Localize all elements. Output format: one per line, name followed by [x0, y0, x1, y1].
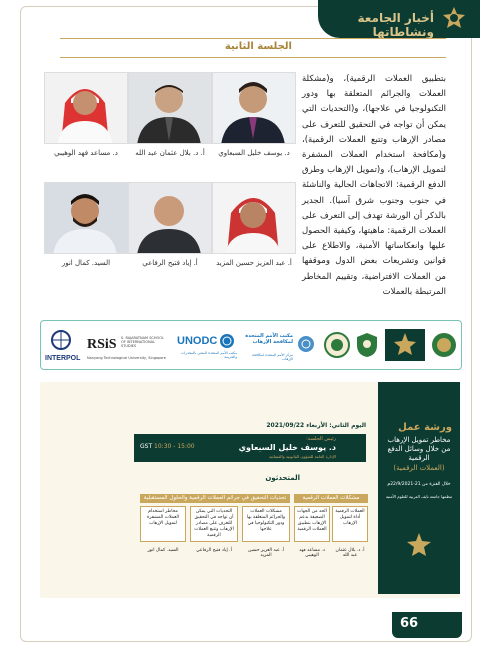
- un-ct-emblem-icon: [297, 335, 315, 353]
- speaker-name: أ. عبد العزيز حسين المزيد: [248, 548, 284, 558]
- time-zone: GST: [140, 443, 153, 450]
- workshop-subtitle-2: (العملات الرقمية): [393, 464, 445, 472]
- chair-name: د. يوسف خليل السبعاوي: [238, 443, 336, 452]
- page-number: 66: [400, 616, 419, 631]
- workshop-dates: خلال الفترة من 21-22/9/2021م: [387, 482, 451, 487]
- interpol-logo-icon: [47, 329, 75, 355]
- article-body: بتطبيق العملات الرقمية)، و(مشكلة العملات والجرائم المتعلقة بها ودور التكنولوجيا في علاجها)، و(التحديات التي يمكن أن تواجه في التحقيق للتعرف على مصادر الإرهاب وتتبع العملات الرقمية)، و(مكافحة استخدام العملات المشفرة لتمويل الإرهاب)، و(تمويل الإرهاب وطرق الدفع الرقمية: الاتجاهات الحالية والناشئة في جنوب وجنوب شرق آسيا). الجدير بالذكر أن الورشة تهدف إلى التعرف على العملات الرقمية: ماهيتها، وكيفية الحصول عليها وانعكاساتها الأمنية، والاطلاع على قوانين وتشريعات بعض الدول وموقفها من العملات الافتراضية، وتقييم المخاطر المرتبطة بالعملات: [302, 74, 446, 297]
- rsis-subtitle: S. RAJARATNAM SCHOOL OF INTERNATIONAL STUDIES: [121, 336, 164, 348]
- un-counter-terrorism-label: مكتب الأمم المتحدة لمكافحة الإرهاب: [245, 333, 293, 345]
- speaker-name: أ. د. بلال عثمان عبد الله: [335, 548, 365, 558]
- page-header: [318, 0, 480, 38]
- topic-card: مشكلات العملات والجرائم المتعلقة بها ودور التكنولوجيا في علاجها: [242, 506, 290, 542]
- speaker-caption: أ. عبد العزيز حسين المزيد: [216, 259, 292, 267]
- university-emblem-icon: [406, 532, 432, 558]
- arab-league-logo-icon: [431, 331, 457, 359]
- speakers-heading: المتحدثون: [265, 474, 300, 482]
- time-range: 10:30 - 15:00: [154, 443, 195, 450]
- speaker-caption: د. يوسف خليل السبعاوي: [218, 149, 290, 157]
- speaker-photo: [128, 72, 212, 144]
- un-emblem-icon: [219, 333, 235, 349]
- unodc-arabic: مكتب الأمم المتحدة المعني بالمخدرات والجريمة: [181, 351, 237, 359]
- university-emblem-icon: [442, 6, 466, 30]
- section-banner: [60, 38, 446, 58]
- speaker-photo: [212, 182, 296, 254]
- rsis-subtitle-2: Nanyang Technological University, Singapore: [87, 356, 166, 360]
- speaker-name: أ. إياد فتيح الرفاعي: [196, 548, 232, 553]
- workshop-subtitle: مخاطر تمويل الإرهاب من خلال وسائل الدفع الرقمية: [387, 436, 451, 462]
- speaker-caption: د. مساعد فهد الوهيبي: [54, 149, 118, 157]
- emblem-shield-icon: [355, 331, 379, 359]
- emblem-seal-icon: [323, 331, 351, 359]
- session-day: اليوم الثاني: الأربعاء 2021/09/22: [266, 422, 366, 429]
- un-counter-terrorism-sub: مركز الأمم المتحدة لمكافحة الإرهاب: [252, 353, 293, 361]
- chair-banner: [134, 434, 366, 462]
- page-number-tab: [392, 612, 462, 638]
- interpol-label: INTERPOL: [45, 355, 81, 362]
- speaker-caption: السيد. كمال انور: [61, 259, 111, 267]
- workshop-organizer: تنظمها جامعة نايف العربية للعلوم الأمنية: [385, 494, 453, 499]
- chair-label: رئيس الجلسة:: [306, 436, 336, 442]
- speaker-photo: [128, 182, 212, 254]
- partner-logos-bar: [40, 320, 462, 370]
- speaker-photo: [44, 182, 128, 254]
- workshop-panel: [378, 382, 460, 594]
- header-title: أخبار الجامعة ونشاطاتها: [357, 11, 434, 39]
- workshop-title: ورشة عمل: [398, 422, 452, 433]
- chair-organization: الإدارة العامة للشؤون القانونية والقضائية: [269, 454, 336, 459]
- speaker-name: السيد. كمال انور: [147, 548, 179, 553]
- section-title: الجلسة الثانية: [224, 41, 292, 52]
- left-box-title: تحديات التحقيق في جرائم العملات الرقمية والحلول المستقبلية: [140, 494, 290, 503]
- rsis-logo: RSiS: [87, 337, 117, 352]
- session-programme-card: [40, 382, 460, 598]
- topic-card: مخاطر استخدام العملات المشفرة لتمويل الإرهاب: [140, 506, 186, 542]
- speaker-photo-grid: [44, 72, 296, 292]
- speaker-photo: [44, 72, 128, 144]
- topic-card: الحد من الجهات الضعيفة بدعم الإرهاب بتطبيق العملات الرقمية: [294, 506, 330, 542]
- speaker-photo: [212, 72, 296, 144]
- unodc-logo: UNODC: [177, 335, 218, 347]
- speaker-name: د. مساعد فهد الوهيبي: [299, 548, 325, 558]
- session-time: [140, 443, 195, 450]
- right-box-title: مشكلات العملات الرقمية: [294, 494, 368, 503]
- speaker-caption: أ. إياد فتيح الرفاعي: [142, 259, 198, 267]
- topic-card: العملات الرقمية أداة لتمويل الإرهاب: [332, 506, 368, 542]
- topic-card: التحديات التي يمكن أن تواجه في التحقيق للتعرف على مصادر الإرهاب وتتبع العملات الرقمية: [190, 506, 238, 542]
- naif-university-logo-icon: [385, 329, 425, 361]
- speaker-caption: أ. د. بلال عثمان عبد الله: [135, 149, 205, 157]
